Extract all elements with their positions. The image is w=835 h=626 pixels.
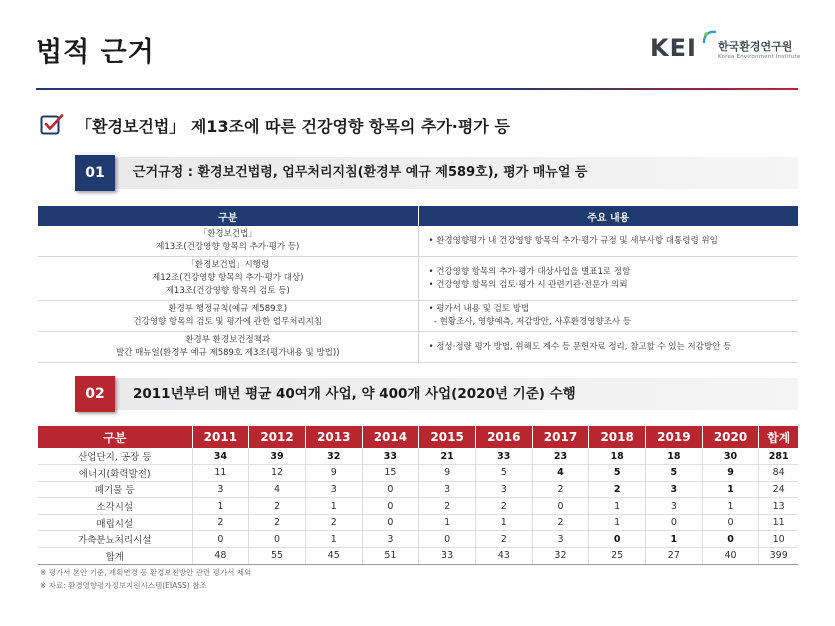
legal-basis-content bbox=[418, 226, 798, 257]
count-cell: 33 bbox=[419, 548, 476, 565]
count-cell: 3 bbox=[646, 481, 703, 498]
count-cell: 32 bbox=[305, 448, 362, 465]
count-cell: 84 bbox=[759, 465, 798, 482]
row-label: 산업단지, 공장 등 bbox=[38, 448, 192, 465]
legal-basis-source bbox=[38, 257, 418, 301]
table-row bbox=[38, 448, 798, 465]
logo-name-en: Korea Environment Institute bbox=[718, 54, 801, 60]
footnote: ※ 평가서 본안 기준, 계획변경 등 환경보전방안 관련 평가서 제외 bbox=[40, 568, 252, 577]
count-cell: 9 bbox=[702, 465, 759, 482]
table-row bbox=[38, 498, 798, 515]
header-year: 2020 bbox=[702, 426, 759, 448]
count-cell: 3 bbox=[192, 481, 249, 498]
count-cell: 1 bbox=[646, 531, 703, 548]
count-cell: 1 bbox=[475, 514, 532, 531]
row-label: 매립시설 bbox=[38, 514, 192, 531]
count-cell: 2 bbox=[249, 498, 306, 515]
count-cell: 281 bbox=[759, 448, 798, 465]
footnote: ※ 자료: 환경영향평가정보지원시스템(EIASS) 참조 bbox=[40, 581, 207, 590]
count-cell: 11 bbox=[192, 465, 249, 482]
legal-basis-source bbox=[38, 226, 418, 257]
count-cell: 0 bbox=[532, 498, 589, 515]
count-cell: 3 bbox=[646, 498, 703, 515]
count-cell: 24 bbox=[759, 481, 798, 498]
source-line: 제12조(건강영향 항목의 추가·평가 대상) bbox=[152, 273, 304, 283]
header-year: 합계 bbox=[759, 426, 798, 448]
count-cell: 43 bbox=[475, 548, 532, 565]
count-cell: 12 bbox=[249, 465, 306, 482]
count-cell: 51 bbox=[362, 548, 419, 565]
legal-basis-header-row bbox=[38, 206, 798, 226]
count-cell: 0 bbox=[702, 531, 759, 548]
count-cell: 34 bbox=[192, 448, 249, 465]
logo-mark: KEI bbox=[650, 34, 697, 62]
content-line: • 환경영향평가 내 건강영향 항목의 추가·평가 규정 및 세부사항 대통령령 위임 bbox=[428, 235, 718, 246]
legal-basis-content bbox=[418, 332, 798, 363]
count-cell: 48 bbox=[192, 548, 249, 565]
count-cell: 0 bbox=[362, 514, 419, 531]
section-bar-02 bbox=[75, 378, 798, 410]
count-cell: 33 bbox=[475, 448, 532, 465]
count-cell: 9 bbox=[305, 465, 362, 482]
count-cell: 1 bbox=[589, 498, 646, 515]
legal-basis-table-body bbox=[38, 226, 798, 363]
count-cell: 0 bbox=[249, 531, 306, 548]
kei-logo bbox=[650, 30, 810, 70]
legal-basis-source bbox=[38, 332, 418, 363]
count-cell: 1 bbox=[702, 498, 759, 515]
count-cell: 3 bbox=[532, 531, 589, 548]
content-line: • 정성·정량 평가 방법, 위해도 계수 등 문헌자료 정리, 참고할 수 있는 저감방안 등 bbox=[428, 341, 732, 352]
count-cell: 5 bbox=[589, 465, 646, 482]
header-year: 2015 bbox=[419, 426, 476, 448]
section-bar-01 bbox=[75, 157, 798, 189]
count-cell: 21 bbox=[419, 448, 476, 465]
table-row bbox=[38, 514, 798, 531]
page-title: 법적 근거 bbox=[36, 37, 155, 68]
legal-basis-source bbox=[38, 301, 418, 332]
count-cell: 13 bbox=[759, 498, 798, 515]
legal-basis-row bbox=[38, 332, 798, 363]
count-cell: 0 bbox=[646, 514, 703, 531]
count-cell: 2 bbox=[475, 531, 532, 548]
logo-swoosh-icon bbox=[702, 30, 716, 44]
count-cell: 1 bbox=[305, 498, 362, 515]
count-cell: 0 bbox=[589, 531, 646, 548]
heading-text: 「환경보건법」 제13조에 따른 건강영향 항목의 추가·평가 등 bbox=[76, 116, 510, 136]
count-cell: 2 bbox=[192, 514, 249, 531]
count-cell: 2 bbox=[532, 514, 589, 531]
source-line: 제13조(건강영향 항목의 검토 등) bbox=[165, 286, 290, 296]
count-cell: 2 bbox=[589, 481, 646, 498]
count-cell: 3 bbox=[362, 531, 419, 548]
count-cell: 1 bbox=[192, 498, 249, 515]
checkbox-check-icon bbox=[40, 113, 64, 137]
legal-basis-row bbox=[38, 301, 798, 332]
table-row bbox=[38, 481, 798, 498]
count-cell: 1 bbox=[702, 481, 759, 498]
count-cell: 11 bbox=[759, 514, 798, 531]
footnotes bbox=[40, 566, 251, 592]
count-cell: 2 bbox=[475, 498, 532, 515]
header-category: 구분 bbox=[38, 206, 418, 226]
header-year: 2013 bbox=[305, 426, 362, 448]
count-cell: 5 bbox=[475, 465, 532, 482]
count-cell: 2 bbox=[419, 498, 476, 515]
content-line: - 현황조사, 영향예측, 저감방안, 사후환경영향조사 등 bbox=[428, 317, 632, 327]
content-line: • 건강영향 항목의 추가·평가 대상사업을 별표1로 정함 bbox=[428, 266, 631, 277]
main-heading bbox=[40, 112, 510, 138]
content-line: • 건강영향 항목의 검토·평가 시 관련기관·전문가 의뢰 bbox=[428, 279, 628, 290]
header-year: 2012 bbox=[249, 426, 306, 448]
legal-basis-table bbox=[38, 206, 798, 363]
total-row bbox=[38, 548, 798, 565]
count-cell: 0 bbox=[362, 481, 419, 498]
content-line: • 평가서 내용 및 검토 방법 bbox=[428, 304, 530, 314]
legal-basis-content bbox=[418, 301, 798, 332]
header-category: 구분 bbox=[38, 426, 192, 448]
count-cell: 3 bbox=[475, 481, 532, 498]
row-label: 가축분뇨처리시설 bbox=[38, 531, 192, 548]
count-cell: 0 bbox=[362, 498, 419, 515]
section-number-01: 01 bbox=[75, 155, 115, 191]
project-count-header-row bbox=[38, 426, 798, 448]
legal-basis-row bbox=[38, 226, 798, 257]
count-cell: 1 bbox=[305, 531, 362, 548]
source-line: 환경부 환경보건정책과 bbox=[185, 335, 271, 345]
source-line: 건강영향 항목의 검토 및 평가에 관한 업무처리지침 bbox=[133, 317, 323, 327]
section-text-01: 근거규정 : 환경보건법령, 업무처리지침(환경부 예규 제589호), 평가 매뉴얼 등 bbox=[133, 165, 588, 180]
count-cell: 15 bbox=[362, 465, 419, 482]
logo-name-kr: 한국환경연구원 bbox=[718, 40, 793, 53]
section-number-02: 02 bbox=[75, 376, 115, 412]
count-cell: 25 bbox=[589, 548, 646, 565]
count-cell: 40 bbox=[702, 548, 759, 565]
header-year: 2017 bbox=[532, 426, 589, 448]
count-cell: 0 bbox=[702, 514, 759, 531]
header-year: 2018 bbox=[589, 426, 646, 448]
count-cell: 55 bbox=[249, 548, 306, 565]
source-line: 제13조(건강영향 항목의 추가·평가 등) bbox=[156, 242, 300, 252]
count-cell: 4 bbox=[532, 465, 589, 482]
source-line: 「환경보건법」 bbox=[198, 229, 257, 239]
header-main-content: 주요 내용 bbox=[418, 206, 798, 226]
section-text-02: 2011년부터 매년 평균 40여개 사업, 약 400개 사업(2020년 기준) 수행 bbox=[133, 386, 576, 402]
count-cell: 10 bbox=[759, 531, 798, 548]
header-year: 2019 bbox=[646, 426, 703, 448]
count-cell: 45 bbox=[305, 548, 362, 565]
title-divider bbox=[36, 88, 798, 90]
header-year: 2016 bbox=[475, 426, 532, 448]
count-cell: 27 bbox=[646, 548, 703, 565]
count-cell: 399 bbox=[759, 548, 798, 565]
count-cell: 23 bbox=[532, 448, 589, 465]
count-cell: 9 bbox=[419, 465, 476, 482]
count-cell: 18 bbox=[646, 448, 703, 465]
count-cell: 1 bbox=[589, 514, 646, 531]
source-line: 「환경보건법」시행령 bbox=[186, 260, 270, 270]
count-cell: 39 bbox=[249, 448, 306, 465]
row-label: 합계 bbox=[38, 548, 192, 565]
count-cell: 30 bbox=[702, 448, 759, 465]
count-cell: 18 bbox=[589, 448, 646, 465]
count-cell: 4 bbox=[249, 481, 306, 498]
row-label: 에너지(화력발전) bbox=[38, 465, 192, 482]
project-count-table-body bbox=[38, 448, 798, 564]
legal-basis-content bbox=[418, 257, 798, 301]
count-cell: 3 bbox=[305, 481, 362, 498]
source-line: 환경부 행정규칙(예규 제589호) bbox=[168, 304, 288, 314]
count-cell: 5 bbox=[646, 465, 703, 482]
count-cell: 32 bbox=[532, 548, 589, 565]
count-cell: 2 bbox=[305, 514, 362, 531]
count-cell: 1 bbox=[419, 514, 476, 531]
count-cell: 2 bbox=[249, 514, 306, 531]
project-count-table bbox=[38, 426, 798, 565]
table-row bbox=[38, 531, 798, 548]
row-label: 폐기물 등 bbox=[38, 481, 192, 498]
count-cell: 0 bbox=[192, 531, 249, 548]
legal-basis-row bbox=[38, 257, 798, 301]
source-line: 발간 매뉴얼(환경부 예규 제589호 제3조(평가내용 및 방법)) bbox=[115, 348, 340, 358]
header-year: 2011 bbox=[192, 426, 249, 448]
count-cell: 3 bbox=[419, 481, 476, 498]
table-row bbox=[38, 465, 798, 482]
header-year: 2014 bbox=[362, 426, 419, 448]
count-cell: 2 bbox=[532, 481, 589, 498]
count-cell: 0 bbox=[419, 531, 476, 548]
row-label: 소각시설 bbox=[38, 498, 192, 515]
count-cell: 33 bbox=[362, 448, 419, 465]
